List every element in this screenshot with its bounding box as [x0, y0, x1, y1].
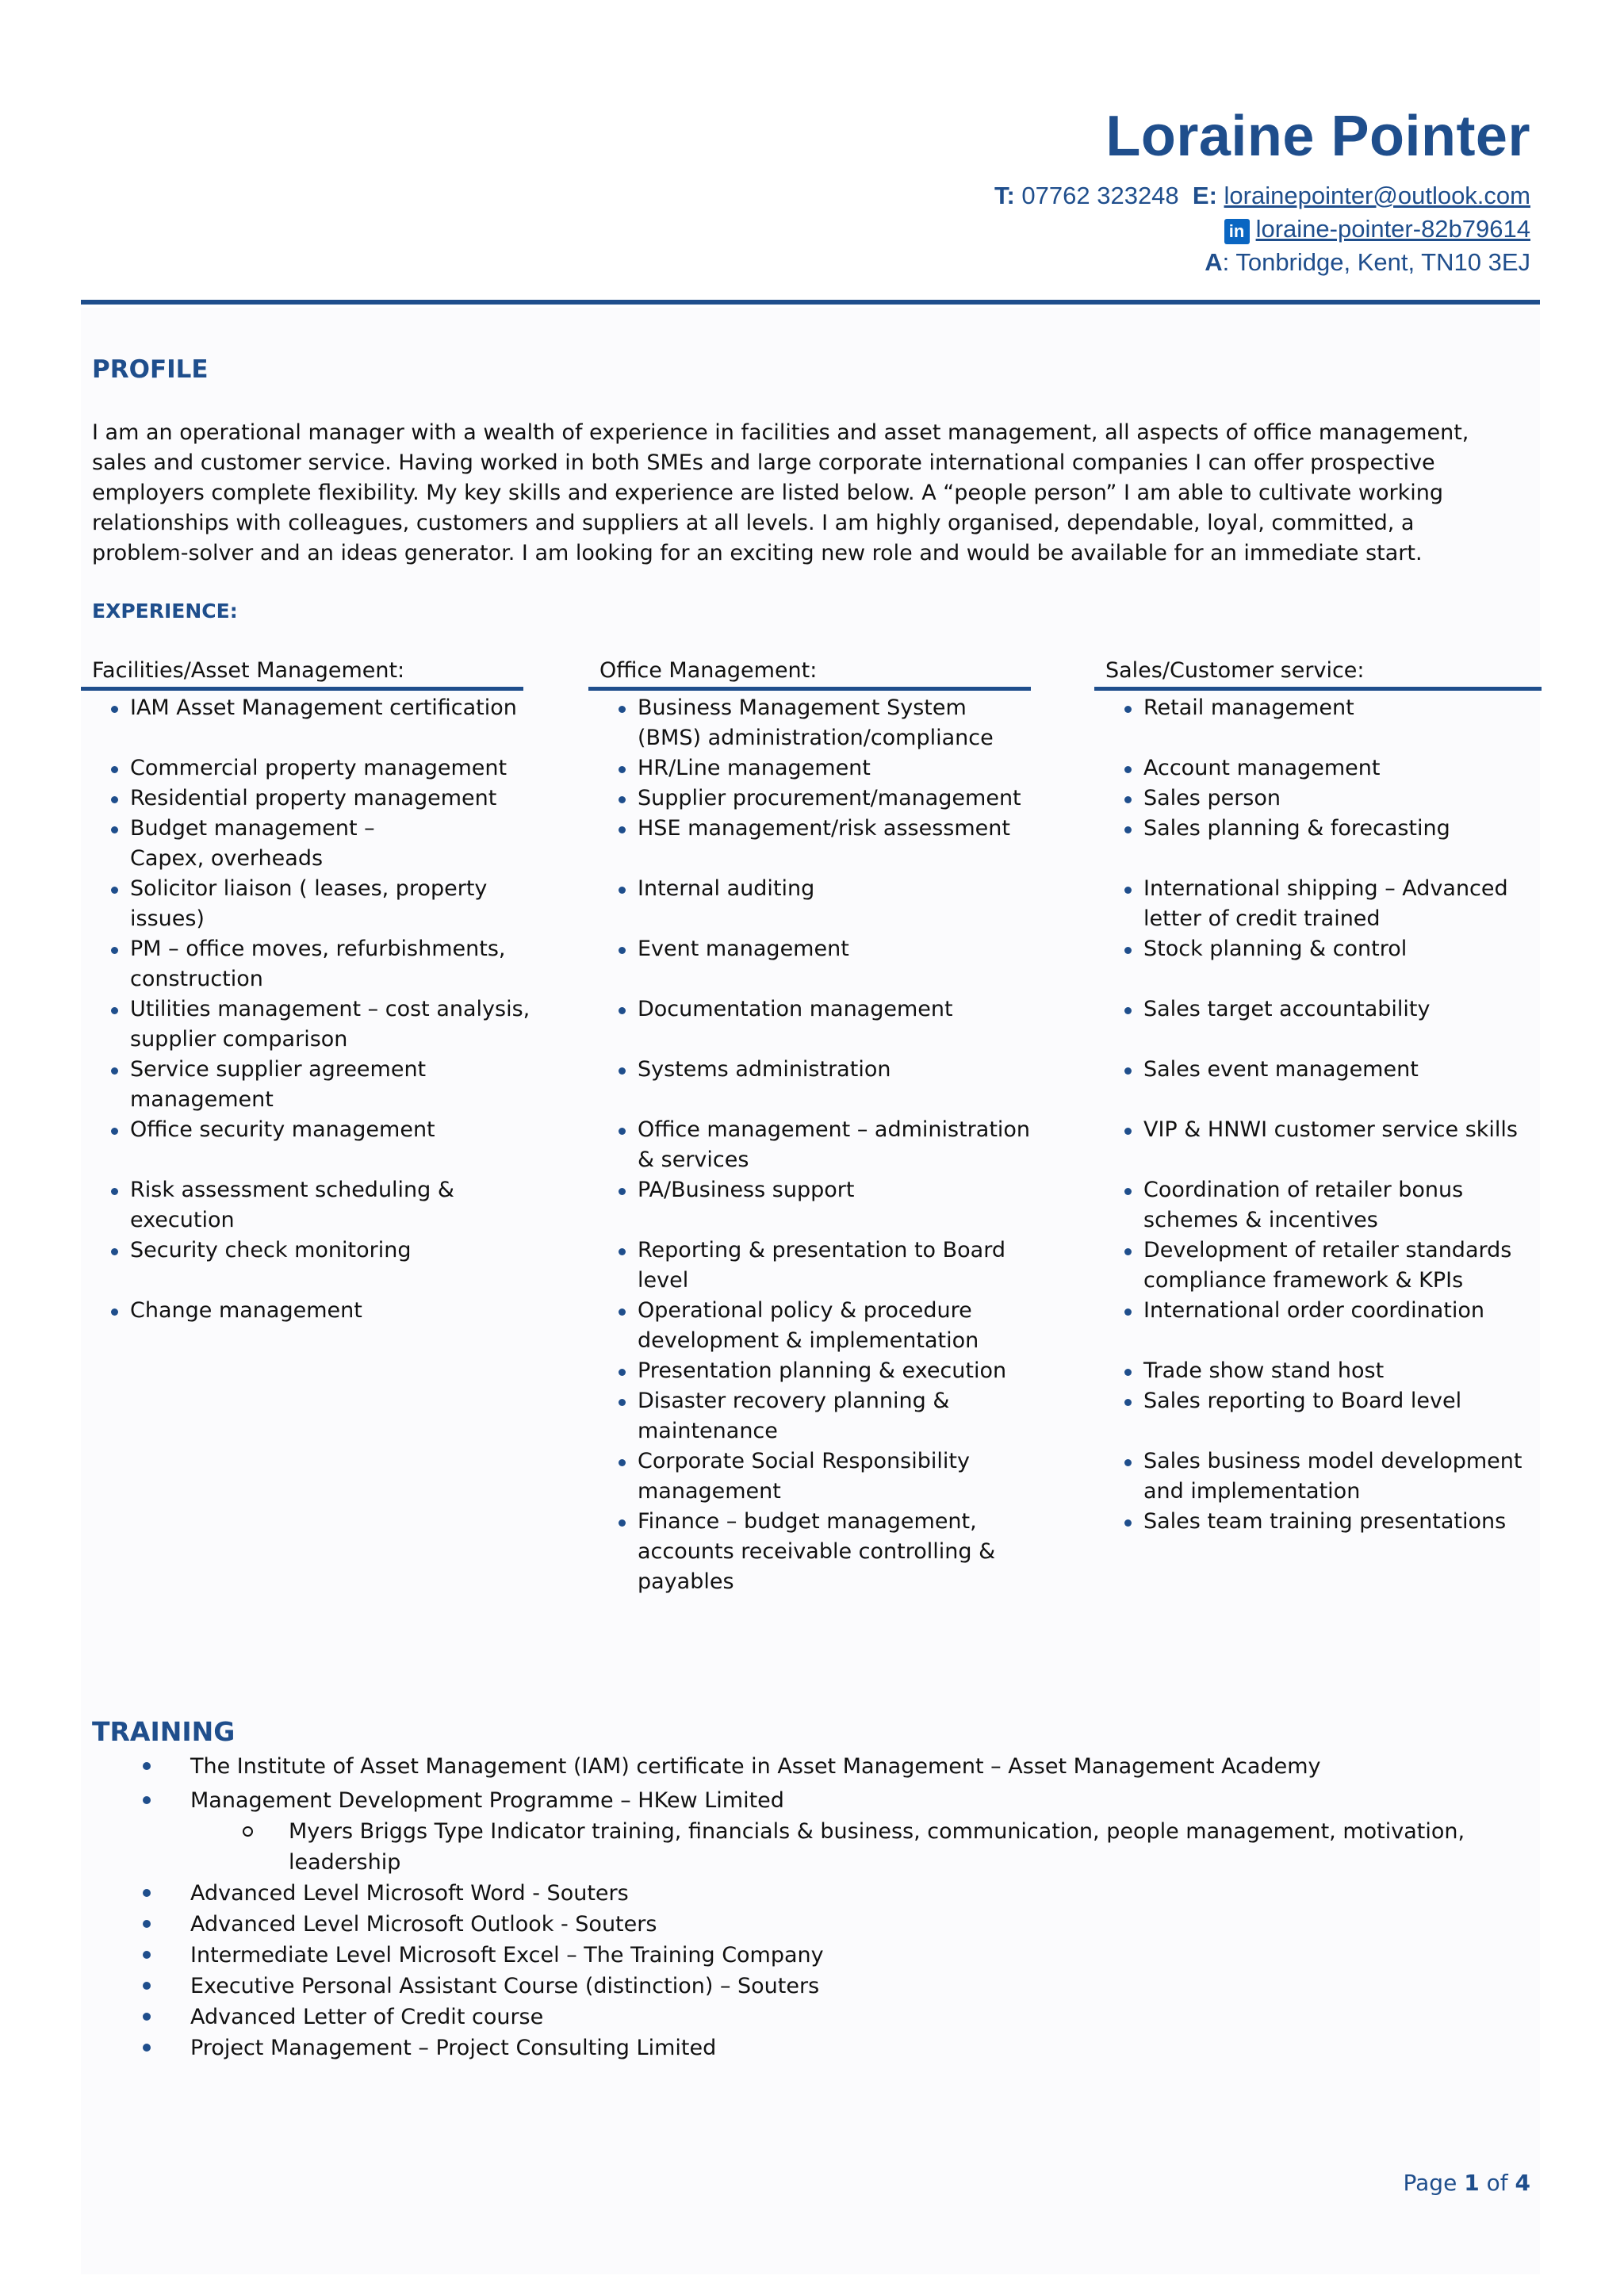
linkedin-icon[interactable]: in	[1224, 219, 1250, 244]
list-item: Operational policy & procedure development & implementation	[599, 1296, 1010, 1356]
training-heading: TRAINING	[92, 1716, 236, 1747]
list-item: Corporate Social Responsibility management	[599, 1446, 1010, 1507]
list-item: Disaster recovery planning & maintenance	[599, 1386, 971, 1446]
list-item: Office security management	[92, 1115, 520, 1175]
training-item: Advanced Letter of Credit course	[92, 2002, 1519, 2033]
of-word: of	[1486, 2170, 1508, 2196]
list-item: PM – office moves, refurbishments, construction	[92, 934, 527, 994]
list-item: Presentation planning & execution	[599, 1356, 1028, 1386]
sales-list	[1105, 693, 1540, 1537]
list-item: Change management	[92, 1296, 520, 1326]
phone-label: T:	[994, 182, 1015, 209]
training-item: Executive Personal Assistant Course (distinction) – Souters	[92, 1971, 1519, 2002]
column-rule-facilities	[81, 687, 523, 691]
list-item: Solicitor liaison ( leases, property issues)	[92, 874, 503, 934]
training-item: Advanced Level Microsoft Word - Souters	[92, 1878, 1519, 1909]
address-text: : Tonbridge, Kent, TN10 3EJ	[1222, 248, 1530, 276]
column-rule-sales	[1094, 687, 1542, 691]
facilities-column	[92, 693, 530, 1326]
list-item: PA/Business support	[599, 1175, 1028, 1236]
column-heading-facilities: Facilities/Asset Management:	[92, 658, 405, 683]
contact-line-phone-email	[994, 181, 1530, 210]
email-link[interactable]: lorainepointer@outlook.com	[1224, 182, 1530, 209]
list-item: Coordination of retailer bonus schemes & incentives	[1105, 1175, 1508, 1236]
list-item: Event management	[599, 934, 1028, 994]
profile-heading: PROFILE	[92, 355, 209, 384]
training-item: Advanced Level Microsoft Outlook - Souters	[92, 1909, 1519, 1940]
list-item: HSE management/risk assessment	[599, 814, 1028, 874]
header-divider	[81, 300, 1540, 305]
training-section	[92, 1751, 1519, 2063]
address-label: A	[1205, 248, 1223, 276]
list-item: VIP & HNWI customer service skills	[1105, 1115, 1540, 1175]
list-item: Sales reporting to Board level	[1105, 1386, 1540, 1446]
list-item: Sales event management	[1105, 1055, 1540, 1115]
list-item: Supplier procurement/management	[599, 784, 1028, 814]
profile-paragraph: I am an operational manager with a wealth of experience in facilities and asset management, all aspects of office management, sales and customer service. Having worked in both SMEs and large corporate international companies I can offer prospective employers complete flexibility. My key skills and experience are listed below. A “people person” I am able to cultivate working relationships with colleagues, customers and suppliers at all levels. I am highly organised, dependable, loyal, committed, a problem-solver and an ideas generator. I am looking for an exciting new role and would be available for an immediate start.	[92, 420, 1469, 565]
list-item: Systems administration	[599, 1055, 1028, 1115]
sales-column	[1105, 693, 1540, 1537]
list-item: Budget management – Capex, overheads	[92, 814, 455, 874]
training-subitem: Myers Briggs Type Indicator training, financials & business, communication, people management, motivation, leadership	[92, 1816, 1519, 1878]
contact-line-linkedin	[1224, 214, 1530, 244]
list-item: Sales team training presentations	[1105, 1507, 1540, 1537]
training-item: Intermediate Level Microsoft Excel – The Training Company	[92, 1940, 1519, 1971]
list-item: Account management	[1105, 753, 1540, 784]
candidate-name: Loraine Pointer	[1105, 105, 1530, 168]
list-item: Risk assessment scheduling & execution	[92, 1175, 479, 1236]
list-item: Trade show stand host	[1105, 1356, 1540, 1386]
list-item: Security check monitoring	[92, 1236, 520, 1296]
list-item: Residential property management	[92, 784, 520, 814]
list-item: Stock planning & control	[1105, 934, 1540, 994]
linkedin-link[interactable]: loraine-pointer-82b79614	[1255, 215, 1530, 243]
list-item: Retail management	[1105, 693, 1540, 753]
total-pages: 4	[1515, 2170, 1530, 2196]
list-item: Utilities management – cost analysis, supplier comparison	[92, 994, 542, 1055]
list-item: International shipping – Advanced letter of credit trained	[1105, 874, 1540, 934]
list-item: Reporting & presentation to Board level	[599, 1236, 1018, 1296]
training-item: The Institute of Asset Management (IAM) certificate in Asset Management – Asset Management Academy	[92, 1751, 1519, 1782]
list-item: HR/Line management	[599, 753, 1028, 784]
training-item: Project Management – Project Consulting Limited	[92, 2033, 1519, 2063]
list-item: Internal auditing	[599, 874, 1028, 934]
list-item: Finance – budget management, accounts receivable controlling & payables	[599, 1507, 1010, 1597]
experience-heading: EXPERIENCE:	[92, 600, 238, 623]
list-item: Service supplier agreement management	[92, 1055, 463, 1115]
training-list	[92, 1751, 1519, 2063]
list-item: International order coordination	[1105, 1296, 1540, 1356]
list-item: Development of retailer standards compliance framework & KPIs	[1105, 1236, 1524, 1296]
facilities-list	[92, 693, 530, 1326]
contact-line-address	[1205, 247, 1530, 277]
phone-number: 07762 323248	[1021, 182, 1179, 209]
list-item: Sales person	[1105, 784, 1540, 814]
email-label: E:	[1192, 182, 1217, 209]
list-item: IAM Asset Management certification	[92, 693, 520, 753]
page-number	[1404, 2170, 1530, 2196]
list-item: Sales target accountability	[1105, 994, 1540, 1055]
list-item: Business Management System (BMS) administration/compliance	[599, 693, 1026, 753]
list-item: Office management – administration & services	[599, 1115, 1034, 1175]
office-list	[599, 693, 1031, 1597]
column-heading-sales: Sales/Customer service:	[1105, 658, 1365, 683]
column-rule-office	[588, 687, 1031, 691]
training-item: Management Development Programme – HKew Limited	[92, 1785, 1519, 1816]
column-heading-office: Office Management:	[599, 658, 818, 683]
list-item: Sales business model development and implementation	[1105, 1446, 1524, 1507]
page-word: Page	[1403, 2170, 1457, 2196]
list-item: Commercial property management	[92, 753, 520, 784]
office-column	[599, 693, 1031, 1597]
list-item: Sales planning & forecasting	[1105, 814, 1540, 874]
list-item: Documentation management	[599, 994, 1028, 1055]
current-page: 1	[1464, 2170, 1480, 2196]
